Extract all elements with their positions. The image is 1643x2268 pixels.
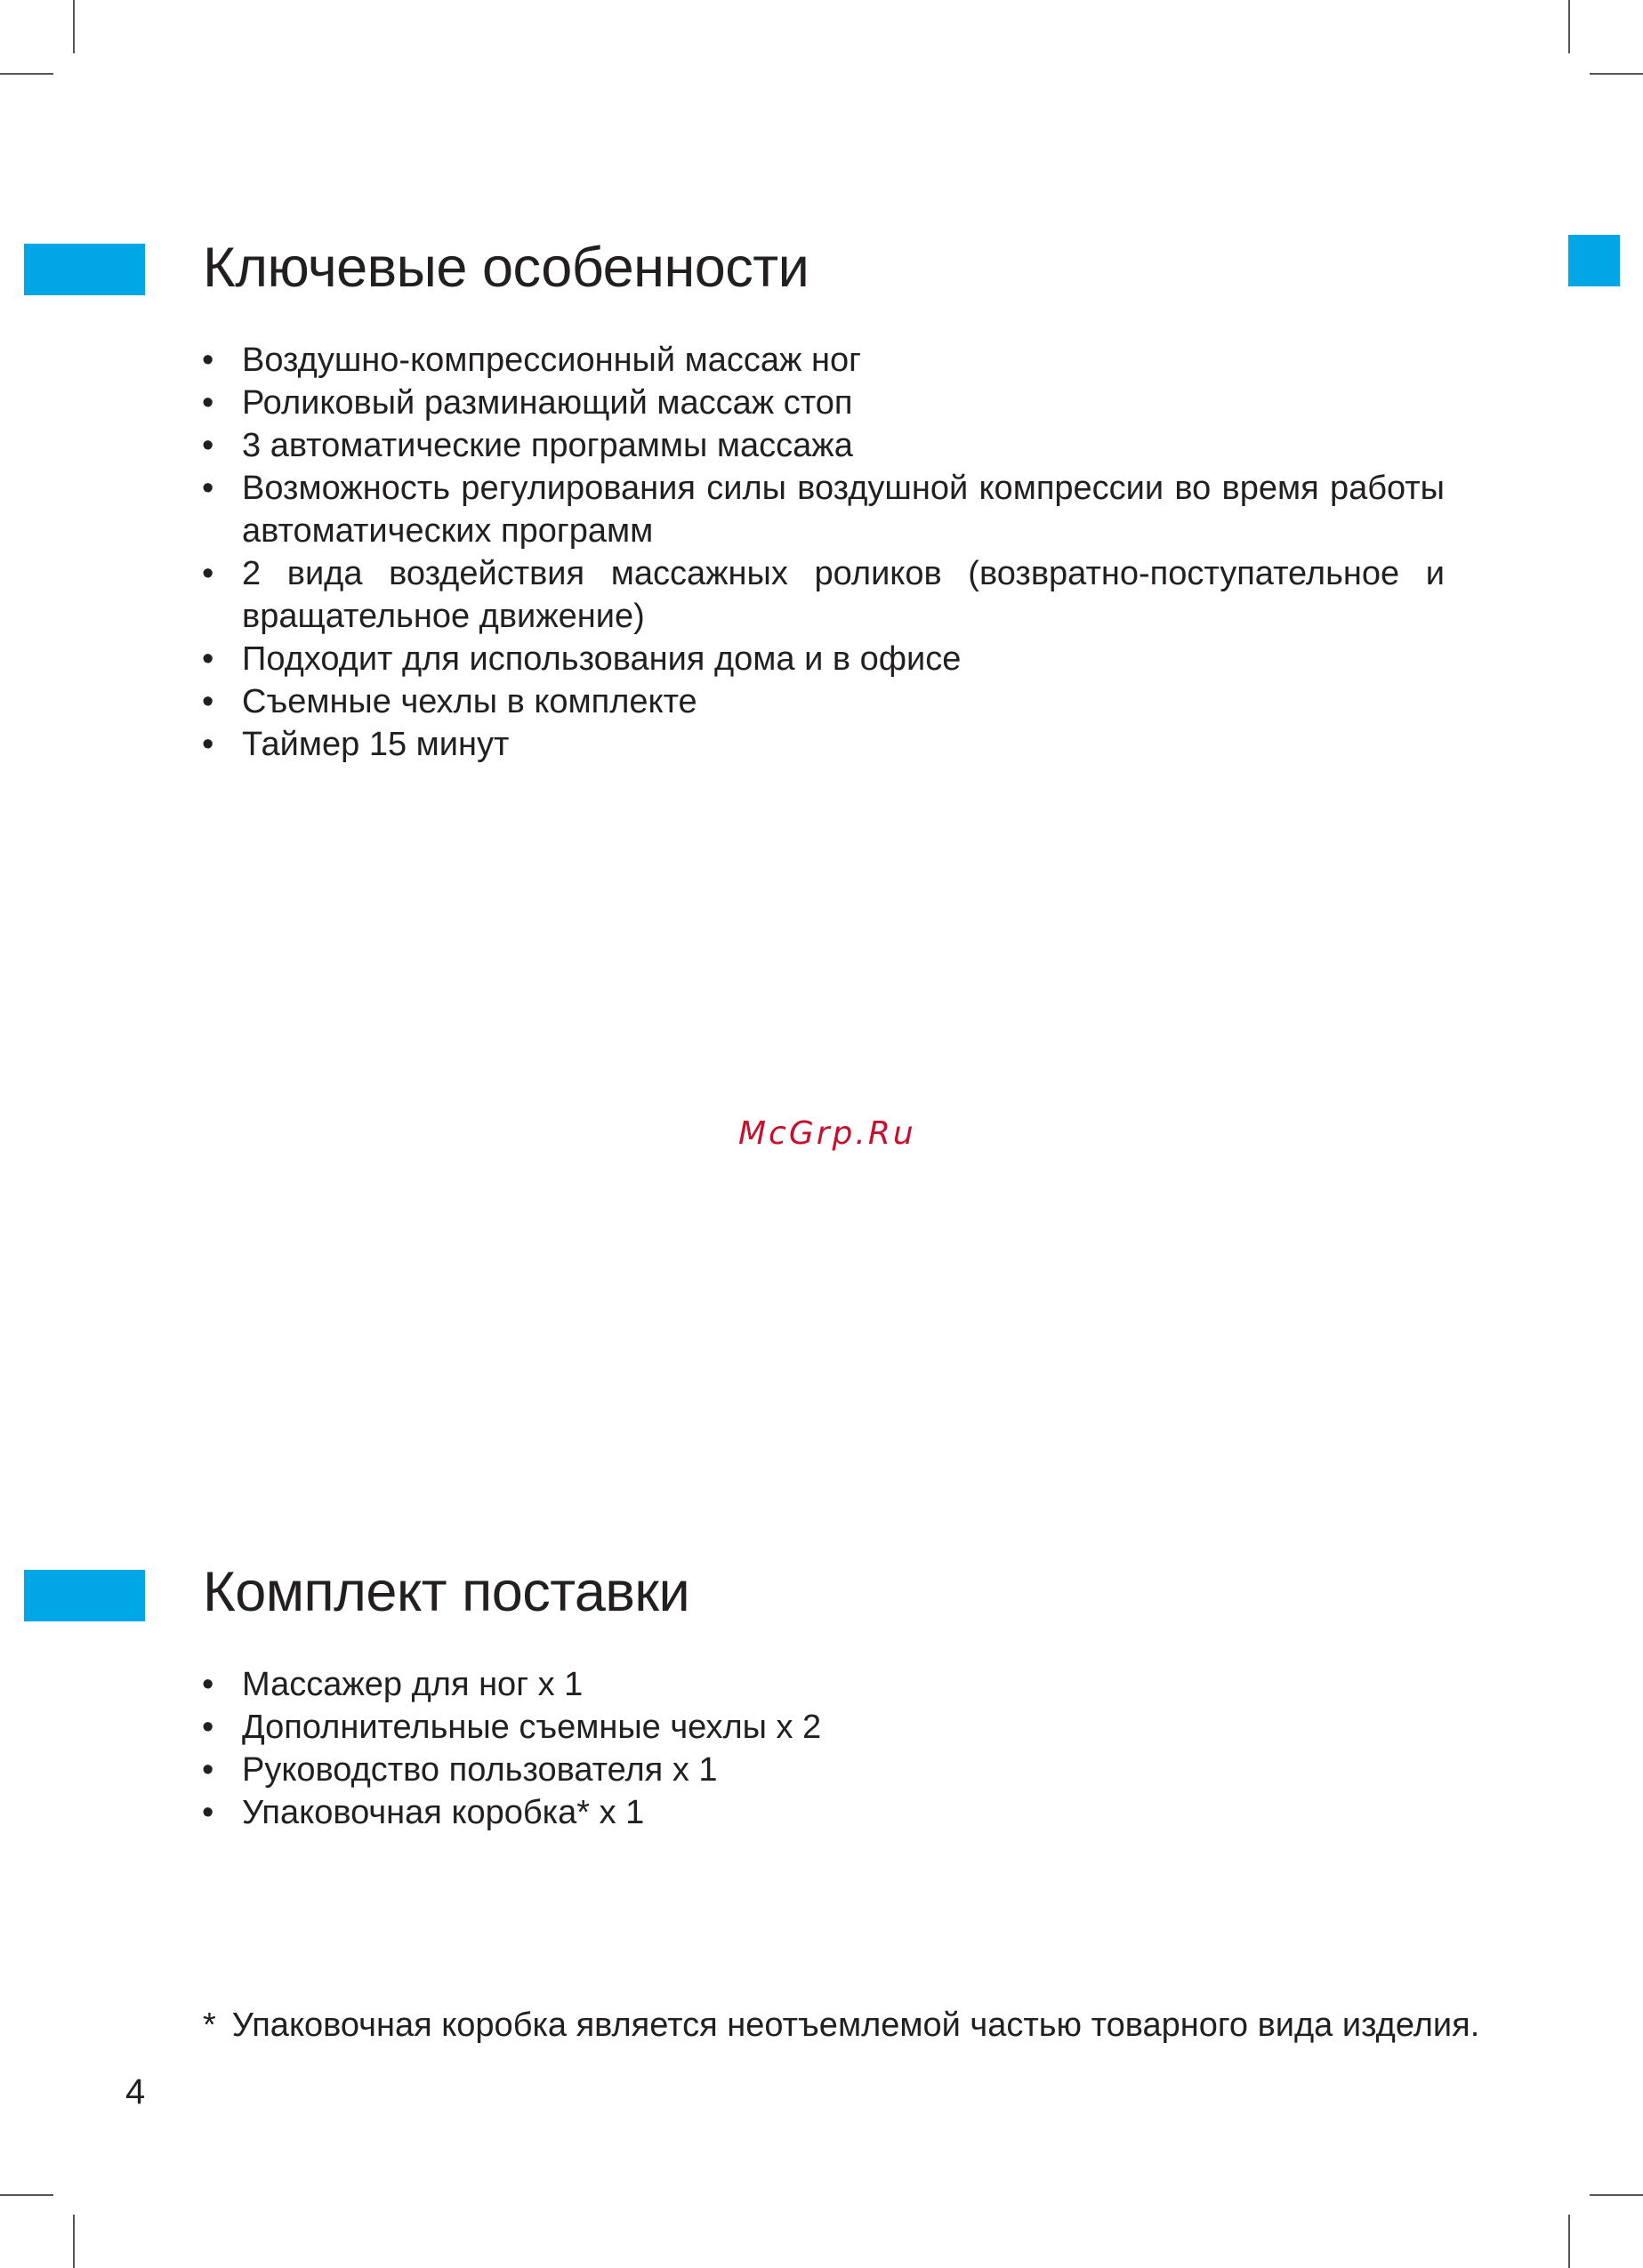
package-list [199, 1663, 1445, 1834]
crop-mark-bottom-left-vertical [73, 2215, 75, 2268]
bullet-icon: • [202, 726, 214, 763]
crop-mark-top-left-horizontal [0, 73, 53, 75]
page-number: 4 [125, 2072, 146, 2111]
bullet-icon: • [202, 640, 214, 678]
list-item: • Возможность регулирования силы воздушной компрессии во время работы автоматических программ [199, 467, 1445, 552]
crop-mark-top-right-horizontal [1590, 73, 1643, 75]
list-item: • 3 автоматические программы массажа [199, 424, 1445, 467]
crop-mark-bottom-right-horizontal [1590, 2194, 1643, 2196]
list-item: • Руководство пользователя х 1 [199, 1749, 1445, 1791]
footnote-text: Упаковочная коробка является неотъемлемой частью товарного вида изделия. [231, 2007, 1480, 2044]
bullet-icon: • [202, 1751, 214, 1789]
bullet-icon: • [202, 342, 214, 379]
bullet-icon: • [202, 1794, 214, 1831]
list-item: • Подходит для использования дома и в офисе [199, 638, 1445, 680]
crop-mark-top-right-vertical [1568, 0, 1570, 53]
footnote-asterisk: * [203, 2007, 216, 2044]
bullet-icon: • [202, 470, 214, 507]
page-edge-tab [1568, 235, 1620, 286]
bullet-icon: • [202, 427, 214, 464]
list-item: • Таймер 15 минут [199, 723, 1445, 766]
bullet-icon: • [202, 1666, 214, 1703]
list-item: • Массажер для ног х 1 [199, 1663, 1445, 1706]
features-list [199, 339, 1445, 766]
list-item: • Роликовый разминающий массаж стоп [199, 382, 1445, 424]
package-title: Комплект поставки [203, 1561, 690, 1623]
crop-mark-bottom-left-horizontal [0, 2194, 53, 2196]
features-title: Ключевые особенности [203, 237, 809, 299]
crop-mark-bottom-right-vertical [1568, 2215, 1570, 2268]
bullet-icon: • [202, 555, 214, 592]
bullet-icon: • [202, 1709, 214, 1746]
section-marker-features [24, 244, 145, 295]
list-item: • Упаковочная коробка* х 1 [199, 1791, 1445, 1834]
section-marker-package [24, 1570, 145, 1621]
list-item: • Съемные чехлы в комплекте [199, 680, 1445, 723]
crop-mark-top-left-vertical [73, 0, 75, 53]
list-item: • 2 вида воздействия массажных роликов (возвратно-поступательное и вращательное движение) [199, 552, 1445, 638]
list-item: • Дополнительные съемные чехлы х 2 [199, 1706, 1445, 1749]
footnote [203, 2004, 1479, 2047]
bullet-icon: • [202, 384, 214, 422]
list-item: • Воздушно-компрессионный массаж ног [199, 339, 1445, 382]
watermark: McGrp.Ru [738, 1115, 916, 1152]
bullet-icon: • [202, 683, 214, 720]
